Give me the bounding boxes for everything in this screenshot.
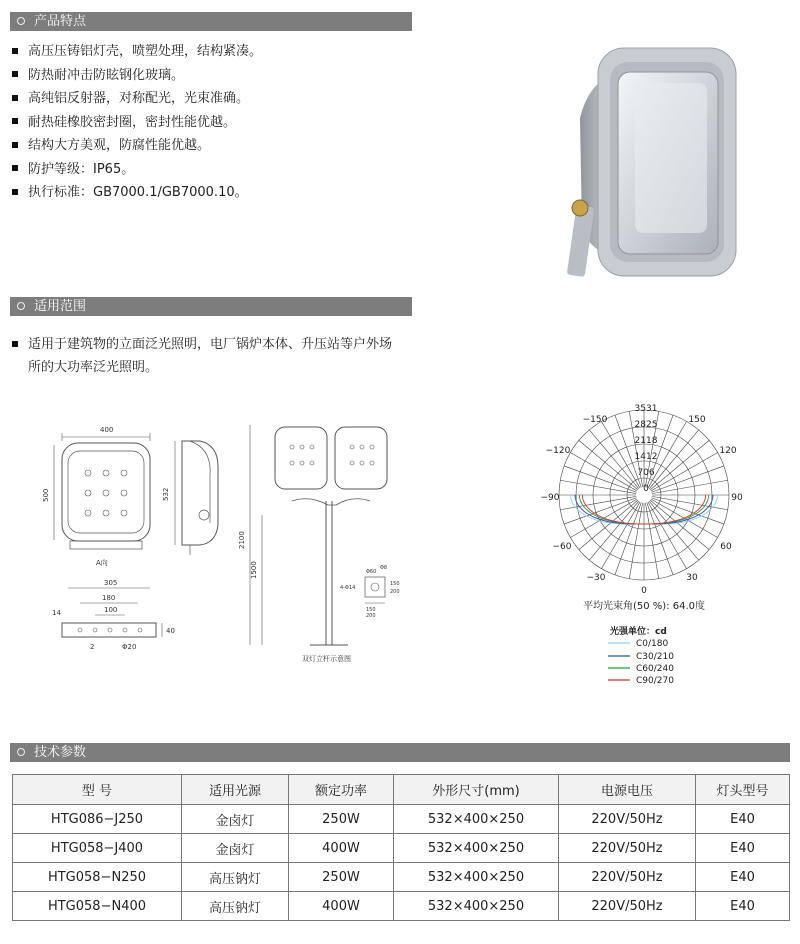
application-text: 适用于建筑物的立面泛光照明，电厂锅炉本体、升压站等户外场 所的大功率泛光照明。 — [12, 333, 412, 379]
technical-drawings — [40, 405, 420, 675]
dim-bracket-14: 14 — [52, 609, 61, 617]
column-header: 灯头型号 — [696, 775, 790, 805]
polar-spoke — [652, 496, 728, 509]
legend-label: C60/240 — [636, 664, 674, 674]
feature-list — [12, 40, 262, 205]
column-header: 电源电压 — [559, 775, 696, 805]
feature-item: 防护等级：IP65。 — [12, 158, 262, 182]
table-row — [13, 863, 790, 892]
feature-item: 耐热硅橡胶密封圈，密封性能优越。 — [12, 111, 262, 135]
table-cell: HTG086−J250 — [13, 805, 182, 834]
table-cell: E40 — [696, 863, 790, 892]
table-row — [13, 834, 790, 863]
legend-label: C0/180 — [636, 639, 669, 649]
dim-base-150b: 150 — [390, 581, 400, 587]
table-cell: 220V/50Hz — [559, 863, 696, 892]
table-cell: 250W — [289, 863, 394, 892]
label-a-direction: A向 — [96, 559, 108, 567]
table-row — [13, 892, 790, 921]
feature-item: 执行标准：GB7000.1/GB7000.10。 — [12, 181, 262, 205]
polar-spoke — [560, 480, 636, 493]
angle-label: 150 — [688, 415, 706, 425]
table-cell: 532×400×250 — [394, 805, 559, 834]
front-view-drawing — [54, 433, 150, 549]
polar-spoke — [650, 440, 709, 489]
dim-bracket-40: 40 — [166, 627, 175, 635]
square-bullet-icon — [12, 189, 18, 195]
dim-front-height: 500 — [42, 488, 50, 502]
polar-spoke — [629, 503, 642, 579]
table-cell: HTG058−J400 — [13, 834, 182, 863]
angle-label: −120 — [545, 446, 571, 456]
angle-label: 120 — [719, 446, 737, 456]
column-header: 外形尺寸(mm) — [394, 775, 559, 805]
dim-base-200b: 200 — [390, 589, 400, 595]
dim-base-200: 200 — [366, 613, 376, 619]
table-cell: E40 — [696, 834, 790, 863]
radial-label: 2825 — [634, 420, 658, 430]
legend-label: C30/210 — [636, 652, 674, 662]
square-bullet-icon — [12, 142, 18, 148]
circle-bullet-icon — [17, 748, 25, 756]
table-cell: 400W — [289, 834, 394, 863]
radial-label: 1412 — [634, 452, 658, 462]
polar-light-distribution — [540, 400, 760, 690]
legend-label: C90/270 — [636, 676, 674, 686]
table-cell: 400W — [289, 892, 394, 921]
pole-caption: 双灯立杆示意图 — [302, 655, 351, 663]
dim-front-width: 400 — [100, 426, 114, 434]
dim-bracket-2: 2 — [90, 643, 95, 651]
table-cell: HTG058−N250 — [13, 863, 182, 892]
radial-label: 706 — [637, 468, 655, 478]
radial-label: 0 — [643, 484, 649, 494]
table-cell: 220V/50Hz — [559, 892, 696, 921]
table-cell: 532×400×250 — [394, 834, 559, 863]
circle-bullet-icon — [17, 302, 25, 310]
table-cell: E40 — [696, 892, 790, 921]
table-header-row — [13, 775, 790, 805]
dim-bracket-305: 305 — [104, 579, 118, 587]
dim-pole-2100: 2100 — [238, 531, 246, 549]
dim-base-phi60: Φ60 — [366, 569, 377, 575]
table-cell: HTG058−N400 — [13, 892, 182, 921]
square-bullet-icon — [12, 165, 18, 171]
dim-pole-1500: 1500 — [250, 561, 258, 579]
dim-bracket-100: 100 — [104, 606, 118, 614]
table-cell: E40 — [696, 805, 790, 834]
column-header: 额定功率 — [289, 775, 394, 805]
column-header: 适用光源 — [182, 775, 289, 805]
application-header — [10, 297, 412, 316]
features-title: 产品特点 — [34, 14, 87, 29]
table-cell: 532×400×250 — [394, 863, 559, 892]
angle-label: −150 — [582, 415, 608, 425]
dim-bracket-hole: Φ20 — [122, 643, 137, 651]
dim-side-height: 532 — [162, 487, 170, 501]
beam-angle-text: 平均光束角(50 %): 64.0度 — [582, 601, 706, 612]
features-header — [10, 12, 412, 31]
angle-label: −60 — [552, 542, 572, 552]
angle-label: −30 — [586, 573, 606, 583]
spec-table — [12, 774, 790, 921]
table-cell: 高压钠灯 — [182, 863, 289, 892]
square-bullet-icon — [12, 71, 18, 77]
table-cell: 250W — [289, 805, 394, 834]
polar-spoke — [579, 440, 638, 489]
feature-item: 高纯铝反射器，对称配光，光束准确。 — [12, 87, 262, 111]
polar-spoke — [589, 430, 638, 489]
specs-header — [10, 743, 790, 762]
angle-label: 60 — [720, 542, 732, 552]
table-cell: 高压钠灯 — [182, 892, 289, 921]
circle-bullet-icon — [17, 17, 25, 25]
polar-spoke — [652, 480, 728, 493]
radial-label: 3531 — [634, 404, 658, 414]
radial-label: 2118 — [634, 436, 658, 446]
floodlight-product-image — [560, 38, 740, 288]
column-header: 型 号 — [13, 775, 182, 805]
specs-title: 技术参数 — [34, 745, 87, 760]
square-bullet-icon — [12, 95, 18, 101]
table-cell: 金卤灯 — [182, 805, 289, 834]
polar-spoke — [560, 496, 636, 509]
side-view-drawing — [175, 441, 218, 555]
feature-item: 防热耐冲击防眩钢化玻璃。 — [12, 64, 262, 88]
feature-item: 结构大方美观，防腐性能优越。 — [12, 134, 262, 158]
application-title: 适用范围 — [34, 299, 87, 314]
angle-label: 0 — [641, 586, 647, 596]
table-cell: 220V/50Hz — [559, 805, 696, 834]
feature-item: 高压压铸铝灯壳，喷塑处理，结构紧凑。 — [12, 40, 262, 64]
square-bullet-icon — [12, 118, 18, 124]
dim-base-4phi14: 4-Φ14 — [340, 585, 356, 591]
dim-base-phi8: Φ8 — [380, 565, 388, 571]
table-cell: 220V/50Hz — [559, 834, 696, 863]
angle-label: −90 — [540, 493, 560, 503]
table-cell: 532×400×250 — [394, 892, 559, 921]
intensity-unit-title: 光强单位：cd — [610, 627, 667, 637]
polar-spoke — [645, 503, 658, 579]
square-bullet-icon — [12, 48, 18, 54]
polar-spoke — [589, 501, 638, 560]
square-bullet-icon — [12, 341, 18, 347]
table-row — [13, 805, 790, 834]
angle-label: 30 — [686, 573, 698, 583]
table-cell: 金卤灯 — [182, 834, 289, 863]
dim-base-150a: 150 — [366, 607, 376, 613]
angle-label: 90 — [731, 493, 743, 503]
dim-bracket-180: 180 — [102, 594, 116, 602]
polar-spoke — [649, 501, 698, 560]
